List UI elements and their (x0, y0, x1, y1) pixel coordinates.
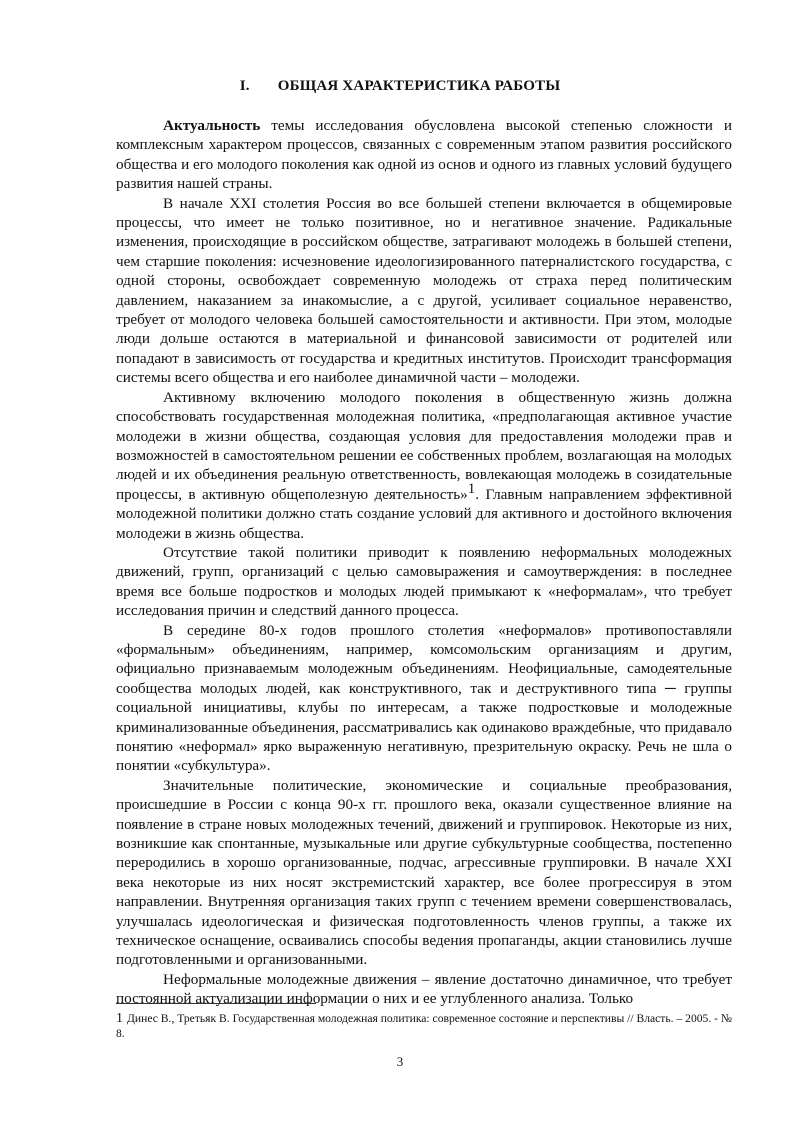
page-number: 3 (396, 1054, 404, 1069)
section-title: ОБЩАЯ ХАРАКТЕРИСТИКА РАБОТЫ (277, 78, 561, 94)
paragraph: Неформальные молодежные движения – явление достаточно динамичное, что требует постоянной актуализации информации о них и ее углубленного анализа. Только (116, 970, 732, 1008)
relevance-term: Актуальность (163, 117, 261, 134)
paragraph-text: . Главным направлением эффективной молодежной политики должно стать создание условий для активного и достойного включения молодежи в жизнь общества. (116, 485, 732, 542)
paragraph-text: темы исследования обусловлена высокой степенью сложности и комплексным характером процессов, связанных с современным этапом развития российского общества и его молодого поколения как одной из основ и одного из главных условий будущего развития нашей страны. (116, 117, 732, 193)
footnote-mark: 1 (116, 1011, 123, 1026)
paragraph: Значительные политические, экономические и социальные преобразования, происшедшие в России с конца 90-х гг. прошлого века, оказали существенное влияние на появление в стране новых молодежных течений, движений и группировок. Некоторые из них, возникшие как спонтанные, музыкальные или другие субкультурные сообщества, постепенно переродились в хорошо организованные, подчас, агрессивные группировки. В начале XXI века некоторые из них носят экстремистский характер, все более прогрессируя в этом направлении. Внутренняя организация таких групп с течением времени совершенствовалась, улучшалась идеологическая и физическая подготовленность членов группы, а также их техническое оснащение, осваивались способы ведения пропаганды, акции становились лучше подготовленными и организованными. (116, 776, 732, 969)
paragraph: В начале XXI столетия Россия во все большей степени включается в общемировые процессы, что имеет не только позитивное, но и негативное значение. Радикальные изменения, происходящие в российском обществе, затрагивают молодежь в большей степени, чем старшие поколения: исчезновение идеологизированного патерналистского государства, с одной стороны, освобождает современную молодежь от страха перед политическим давлением, наказанием за инакомыслие, а с другой, усиливает социальное неравенство, требует от молодого человека большей самостоятельности и активности. При этом, молодые люди дольше остаются в материальной и финансовой зависимости от родителей или попадают в зависимость от государства и кредитных институтов. Происходит трансформация системы всего общества и его наиболее динамичной части – молодежи. (116, 194, 732, 387)
paragraph-youth-policy (116, 388, 732, 543)
paragraph: Отсутствие такой политики приводит к появлению неформальных молодежных движений, групп, организаций с целью самовыражения и самоутверждения: в последнее время все больше подростков и молодых людей примыкают к «неформалам», что требует исследования причин и следствий данного процесса. (116, 543, 732, 620)
paragraph-text: Активному включению молодого поколения в общественную жизнь должна способствовать государственная молодежная политика, «предполагающая активное участие молодежи в жизни общества, создающая условия для предоставления молодежи прав и возможностей в самостоятельном решении ее собственных проблем, возлагающая на молодых людей и их объединения реальную ответственность, вовлекающая молодежь в созидательные процессы, в активную общеполезную деятельность» (116, 388, 732, 503)
footnote (116, 1012, 732, 1041)
section-number: I. (239, 78, 250, 94)
footnote-divider (116, 1003, 316, 1004)
paragraph-relevance (116, 116, 732, 194)
body-text (116, 116, 732, 1009)
footnote-reference: 1 (467, 480, 476, 497)
footnote-text: Динес В., Третьяк В. Государственная молодежная политика: современное состояние и перспективы // Власть. – 2005. - № 8. (116, 1012, 732, 1040)
section-heading (0, 78, 800, 95)
paragraph: В середине 80-х годов прошлого столетия «неформалов» противопоставляли «формальным» объединениям, например, комсомольским организациям и другим, официально признаваемым молодежным объединениям. Неофициальные, самодеятельные сообщества молодых людей, как конструктивного, так и деструктивного типа ─ группы социальной инициативы, клубы по интересам, а также подростковые и молодежные криминализованные объединения, рассматривались как одинаково враждебные, что придавало понятию «неформал» ярко выраженную негативную, презрительную окраску. Речь не шла о понятии «субкультура». (116, 621, 732, 775)
